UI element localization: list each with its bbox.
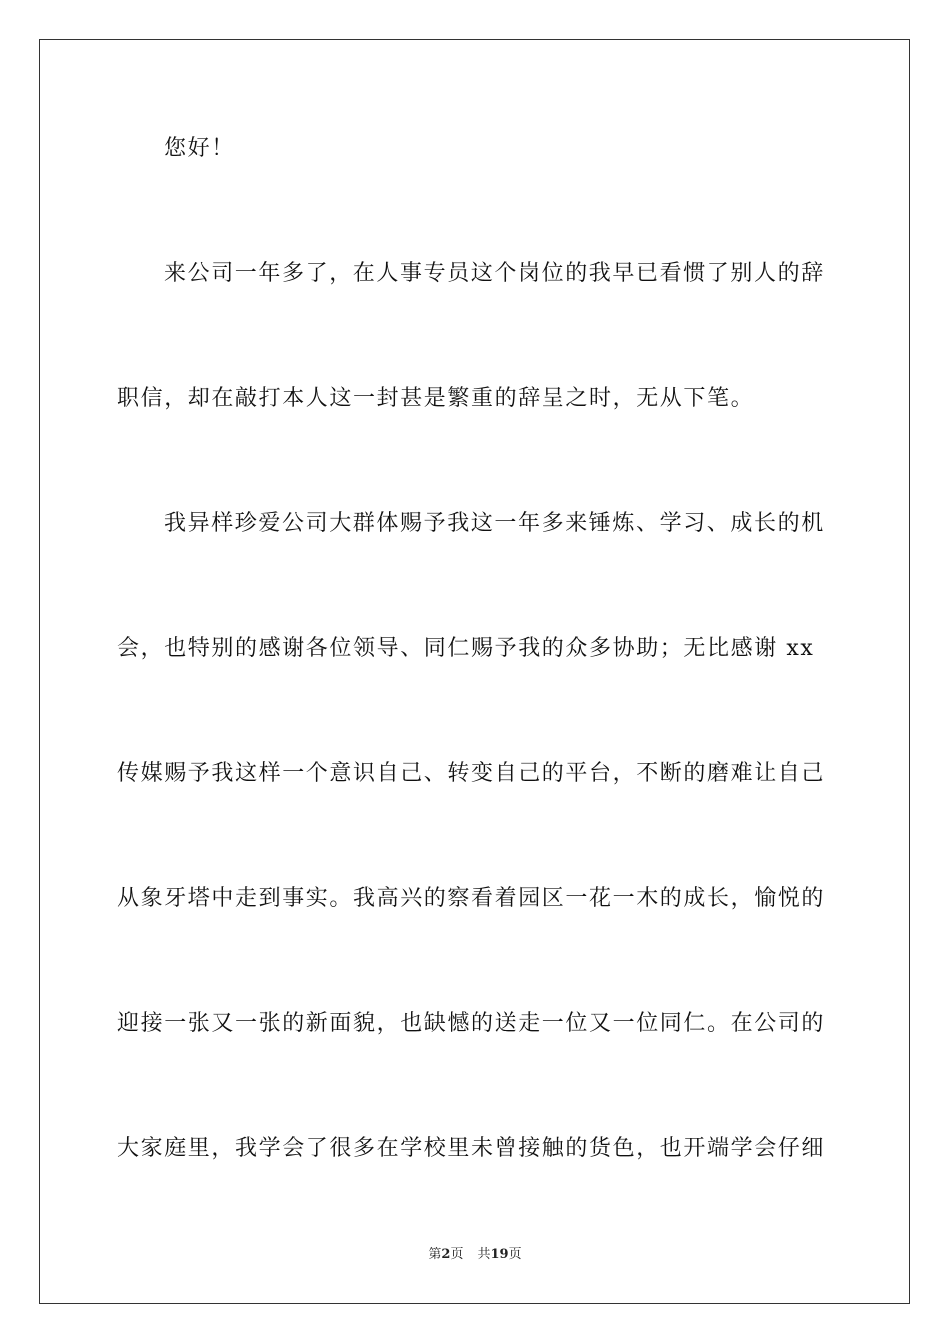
page-border: [39, 39, 910, 1304]
paragraph-line: 迎接一张又一张的新面貌，也缺憾的送走一位又一位同仁。在公司的: [117, 1011, 826, 1036]
paragraph-line: 来公司一年多了，在人事专员这个岗位的我早已看惯了别人的辞: [164, 261, 825, 286]
total-suffix: 页: [508, 1247, 522, 1262]
total-prefix: 共: [477, 1247, 491, 1262]
paragraph-line: 会，也特别的感谢各位领导、同仁赐予我的众多协助；无比感谢 xx: [117, 636, 815, 661]
paragraph-line: 大家庭里，我学会了很多在学校里未曾接触的货色，也开端学会仔细: [117, 1136, 826, 1161]
paragraph-line: 我异样珍爱公司大群体赐予我这一年多来锤炼、学习、成长的机: [164, 511, 825, 536]
page-suffix: 页: [450, 1247, 464, 1262]
page-prefix: 第: [428, 1247, 442, 1262]
total-pages: 19: [490, 1247, 509, 1262]
page-number: 2: [441, 1247, 451, 1262]
paragraph-line: 传媒赐予我这样一个意识自己、转变自己的平台，不断的磨难让自己: [117, 761, 826, 786]
paragraph-line: 职信，却在敲打本人这一封甚是繁重的辞呈之时，无从下笔。: [117, 386, 755, 411]
paragraph-line: 从象牙塔中走到事实。我高兴的察看着园区一花一木的成长，愉悦的: [117, 886, 826, 911]
greeting-line: 您好！: [164, 136, 235, 161]
page-footer: [0, 1246, 950, 1264]
